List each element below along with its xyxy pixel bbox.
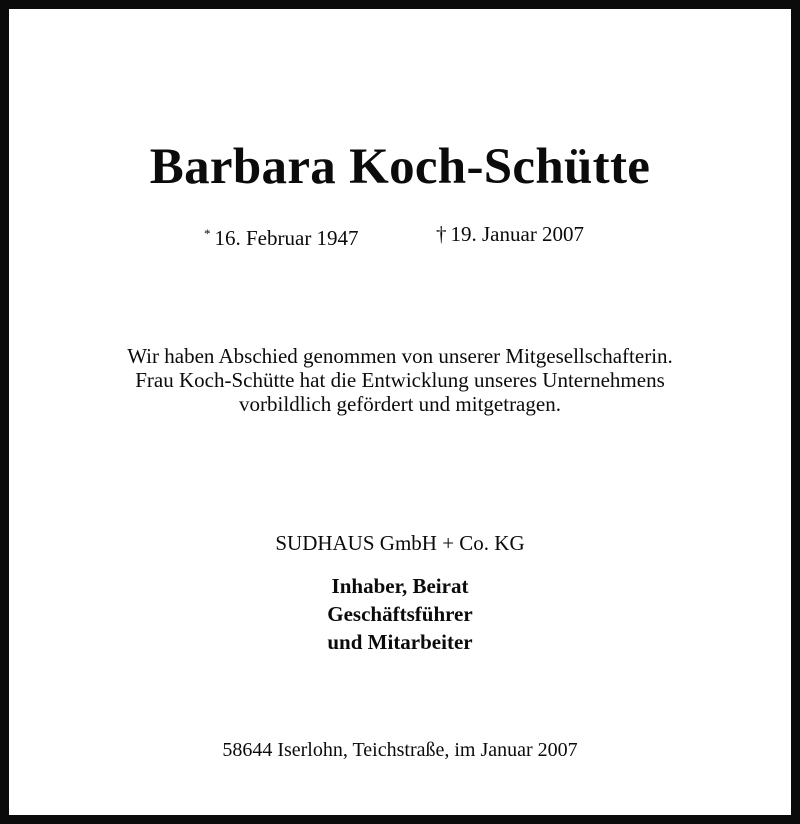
mourners-list — [9, 572, 791, 656]
mourner-line: und Mitarbeiter — [327, 630, 473, 654]
company-name: SUDHAUS GmbH + Co. KG — [275, 531, 525, 555]
message-line: Frau Koch-Schütte hat die Entwicklung unseres Unternehmens — [135, 368, 665, 392]
birth-star-icon: * — [204, 226, 211, 241]
birth-date: 16. Februar 1947 — [214, 226, 359, 250]
place-and-date: 58644 Iserlohn, Teichstraße, im Januar 2007 — [222, 739, 578, 761]
death-date-group — [436, 220, 584, 248]
message-line: vorbildlich gefördert und mitgetragen. — [239, 392, 561, 416]
birth-date-group — [204, 220, 359, 252]
mourner-line: Geschäftsführer — [327, 602, 473, 626]
life-dates — [9, 220, 791, 248]
death-date: 19. Januar 2007 — [450, 222, 585, 246]
farewell-message — [9, 344, 791, 416]
deceased-name: Barbara Koch-Schütte — [149, 139, 651, 195]
death-cross-icon: † — [436, 222, 447, 246]
message-line: Wir haben Abschied genommen von unserer Mitgesellschafterin. — [127, 344, 673, 368]
mourner-line: Inhaber, Beirat — [331, 574, 469, 598]
